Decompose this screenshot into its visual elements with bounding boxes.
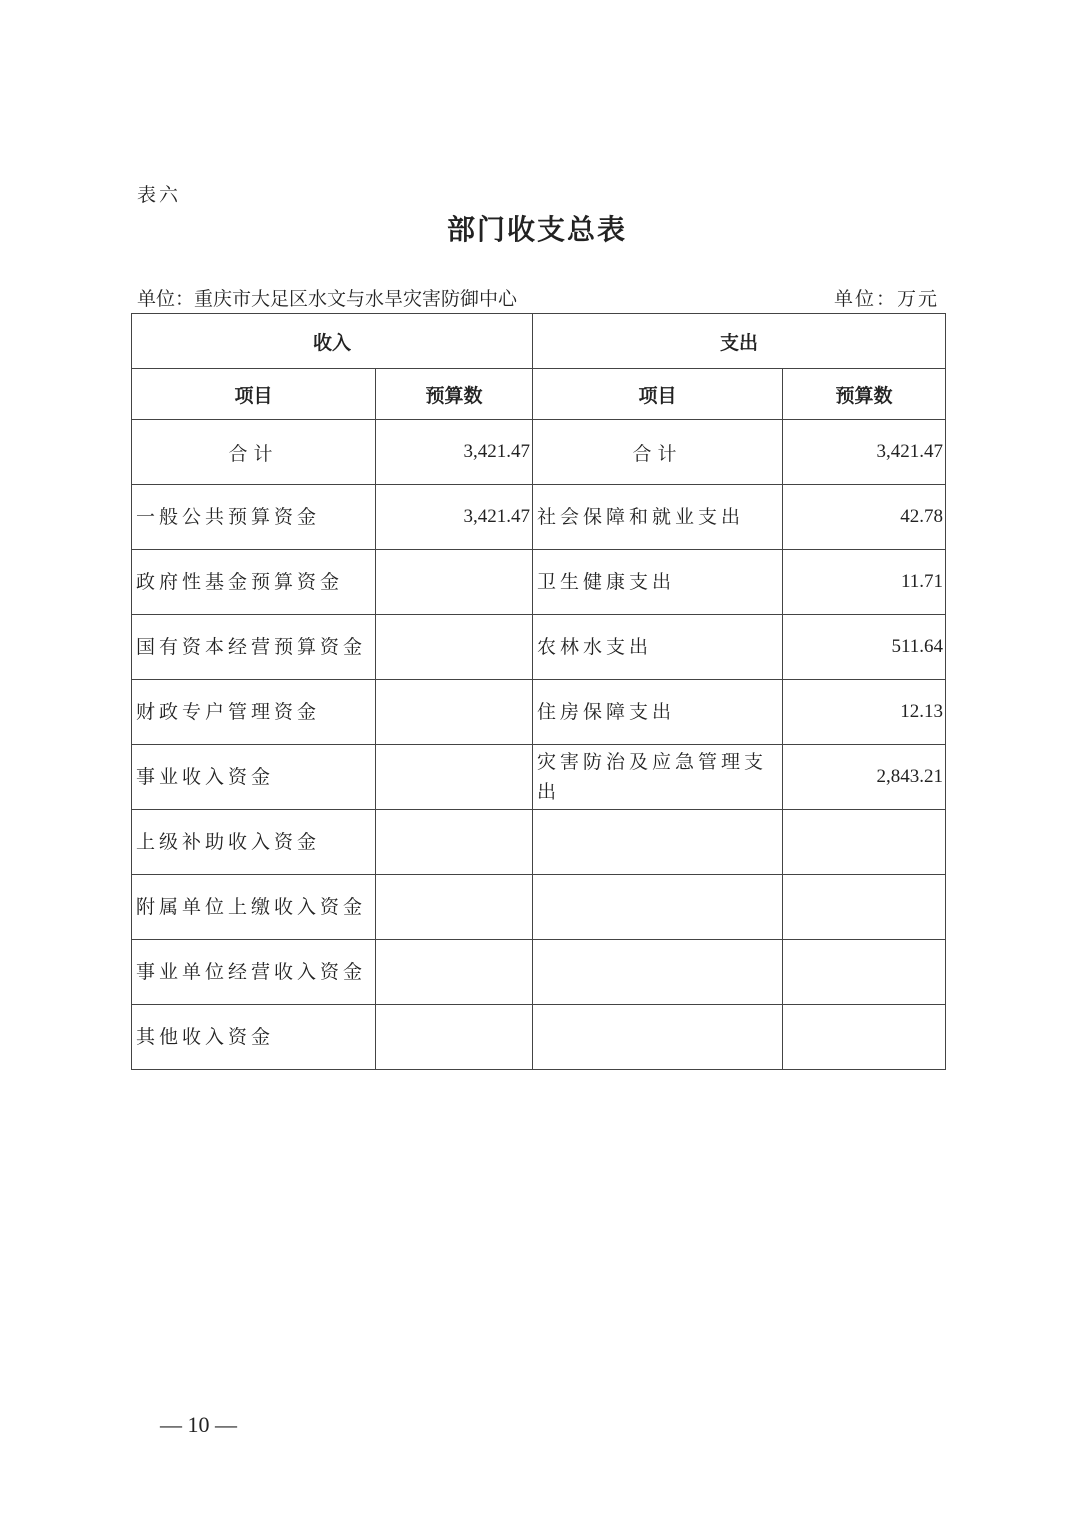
expense-item-cell bbox=[533, 940, 783, 1005]
page-title: 部门收支总表 bbox=[446, 213, 627, 246]
table-row bbox=[132, 615, 946, 680]
expense-item-cell: 农林水支出 bbox=[533, 615, 783, 680]
income-section-header: 收入 bbox=[132, 314, 533, 369]
income-item-cell: 一般公共预算资金 bbox=[132, 485, 376, 550]
section-header-row bbox=[132, 314, 946, 369]
expense-section-header: 支出 bbox=[533, 314, 946, 369]
total-row bbox=[132, 420, 946, 485]
expense-total-label: 合计 bbox=[533, 420, 783, 485]
table-row bbox=[132, 875, 946, 940]
expense-value-cell: 2,843.21 bbox=[783, 745, 946, 810]
column-header-row bbox=[132, 369, 946, 420]
income-value-cell bbox=[376, 1005, 533, 1070]
expense-value-cell: 511.64 bbox=[783, 615, 946, 680]
table-row bbox=[132, 1005, 946, 1070]
income-item-cell: 事业收入资金 bbox=[132, 745, 376, 810]
expense-total-value: 3,421.47 bbox=[783, 420, 946, 485]
income-value-cell bbox=[376, 680, 533, 745]
expense-budget-header: 预算数 bbox=[783, 369, 946, 420]
table-row bbox=[132, 745, 946, 810]
income-value-cell bbox=[376, 810, 533, 875]
income-item-cell: 事业单位经营收入资金 bbox=[132, 940, 376, 1005]
income-item-cell: 其他收入资金 bbox=[132, 1005, 376, 1070]
expense-value-cell bbox=[783, 875, 946, 940]
income-item-cell: 上级补助收入资金 bbox=[132, 810, 376, 875]
table-row bbox=[132, 810, 946, 875]
expense-value-cell: 12.13 bbox=[783, 680, 946, 745]
income-item-header: 项目 bbox=[132, 369, 376, 420]
unit-currency: 单位：万元 bbox=[833, 288, 939, 310]
expense-item-cell bbox=[533, 1005, 783, 1070]
income-total-value: 3,421.47 bbox=[376, 420, 533, 485]
expense-value-cell: 11.71 bbox=[783, 550, 946, 615]
table-row bbox=[132, 940, 946, 1005]
income-item-cell: 附属单位上缴收入资金 bbox=[132, 875, 376, 940]
expense-value-cell bbox=[783, 940, 946, 1005]
unit-organization: 单位：重庆市大足区水文与水旱灾害防御中心 bbox=[137, 288, 518, 310]
expense-value-cell bbox=[783, 1005, 946, 1070]
table-row bbox=[132, 680, 946, 745]
expense-item-cell: 社会保障和就业支出 bbox=[533, 485, 783, 550]
income-value-cell bbox=[376, 940, 533, 1005]
expense-item-cell bbox=[533, 875, 783, 940]
income-total-label: 合计 bbox=[132, 420, 376, 485]
table-row bbox=[132, 485, 946, 550]
income-item-cell: 国有资本经营预算资金 bbox=[132, 615, 376, 680]
income-value-cell bbox=[376, 875, 533, 940]
expense-value-cell: 42.78 bbox=[783, 485, 946, 550]
income-item-cell: 财政专户管理资金 bbox=[132, 680, 376, 745]
expense-item-cell: 住房保障支出 bbox=[533, 680, 783, 745]
expense-item-header: 项目 bbox=[533, 369, 783, 420]
table-row bbox=[132, 550, 946, 615]
income-value-cell bbox=[376, 745, 533, 810]
page-number: — 10 — bbox=[160, 1412, 237, 1437]
expense-item-cell bbox=[533, 810, 783, 875]
income-value-cell bbox=[376, 615, 533, 680]
expense-item-cell: 灾害防治及应急管理支出 bbox=[533, 745, 783, 810]
income-value-cell: 3,421.47 bbox=[376, 485, 533, 550]
expense-value-cell bbox=[783, 810, 946, 875]
table-label: 表六 bbox=[137, 184, 182, 206]
income-value-cell bbox=[376, 550, 533, 615]
expense-item-cell: 卫生健康支出 bbox=[533, 550, 783, 615]
income-budget-header: 预算数 bbox=[376, 369, 533, 420]
income-item-cell: 政府性基金预算资金 bbox=[132, 550, 376, 615]
income-expense-summary-table bbox=[131, 313, 946, 1070]
